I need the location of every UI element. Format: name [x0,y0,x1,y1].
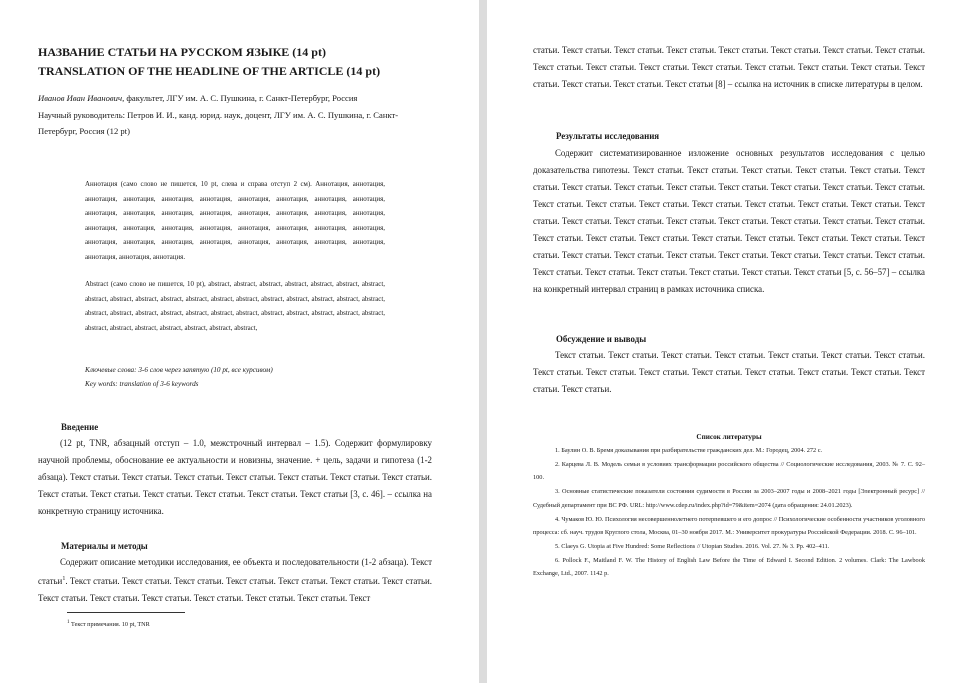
heading-discussion: Обсуждение и выводы [556,334,647,344]
reference-item: 3. Основные статистические показатели состояния судимости в России за 2003–2007 годы и 2008–2021 годы [Электронный ресурс] // Судебный департамент при ВС РФ. URL: http://www.cdep.ru/index.php?id=79&item=2074 (дата обращения: 24.01.2023). [533,488,925,509]
references-heading: Список литературы [696,433,762,441]
footnote-number: 1 [67,620,70,625]
footnote [67,618,367,630]
heading-introduction: Введение [61,422,99,432]
keywords-block [85,363,385,391]
keywords-english: Key words: translation of 3-6 keywords [85,380,199,388]
heading-results: Результаты исследования [556,131,660,141]
author-line [38,90,433,107]
continuation-text: статьи. Текст статьи. Текст статьи. Текст статьи. Текст статьи. Текст статьи. Текст статьи. Текст статьи. Текст статьи. Текст статьи. Текст статьи. Текст статьи. Текст статьи. Текст статьи. Текст статьи. Текст статьи. Текст статьи. Текст статьи. Текст статьи [8] – ссылка на источник в списке литературы в целом. [533,45,925,89]
footnote-text: Текст примечания. 10 pt, TNR [71,621,150,629]
reference-item: 1. Баулин О. В. Бремя доказывания при разбирательстве гражданских дел. М.: Городец, 2004. 272 с. [555,447,823,454]
author-block [38,90,433,140]
discussion-text: Текст статьи. Текст статьи. Текст статьи. Текст статьи. Текст статьи. Текст статьи. Текст статьи. Текст статьи. Текст статьи. Текст статьи. Текст статьи. Текст статьи. Текст статьи. Текст статьи. Текст статьи. Текст статьи. [533,350,925,394]
article-title [38,43,458,81]
methods-text-part1: Содержит описание методики исследования, ее объекта и последовательности (1-2 абзаца). Текст статьи [38,557,432,586]
supervisor-line: Научный руководитель: Петров И. И., канд. юрид. наук, доцент, ЛГУ им. А. С. Пушкина, г. Санкт-Петербург, Россия (12 pt) [38,109,399,136]
methods-text-part2: . Текст статьи. Текст статьи. Текст статьи. Текст статьи. Текст статьи. Текст статьи. Текст статьи. Текст статьи. Текст статьи. Текст статьи. Текст статьи. Текст статьи. Текст статьи. Текст [38,575,432,603]
document-page-1 [0,0,479,683]
author-affiliation: , факультет, ЛГУ им. А. С. Пушкина, г. Санкт-Петербург, Россия [122,93,358,103]
reference-item: 4. Чумаков Ю. Ю. Психология несовершеннолетнего потерпевшего и его допрос // Психологические особенности участников уголовного процесса: сб. науч. трудов Круглого стола, Москва, 01–30 ноября 2017. М.: Университет прокуратуры Российской Федерации. 2018. С. 96–101. [533,515,925,537]
annotation-english: Abstract (само слово не пишется, 10 pt), abstract, abstract, abstract, abstract, abstract, abstract, abstract, abstract, abstract, abstract, abstract, abstract, abstract, abstract, abstract, abstract, abstract, abstract, abstract, abstract, abstract, abstract, abstract, abstract, abstract, abstract, abstract, abstract, abstract, abstract, abstract, abstract, abstract, abstract, abstract, abstract, abstract, abstract, [85,281,385,332]
heading-methods: Материалы и методы [61,541,148,551]
title-russian: НАЗВАНИЕ СТАТЬИ НА РУССКОМ ЯЗЫКЕ (14 pt) [38,45,326,59]
reference-item: 2. Карцева Л. В. Модель семьи в условиях трансформации российского общества // Социологические исследования, 2003. № 7. С. 92–100. [533,460,925,482]
footnote-separator [67,612,185,613]
introduction-text: (12 pt, TNR, абзацный отступ – 1.0, межстрочный интервал – 1.5). Содержит формулировку научной проблемы, обоснование ее актуальности и новизны, значение. + цель, задачи и гипотеза (1-2 абзаца). Текст статьи. Текст статьи. Текст статьи. Текст статьи. Текст статьи. Текст статьи. Текст статьи. Текст статьи. Текст статьи. Текст статьи. Текст статьи. Текст статьи. Текст статьи [3, с. 46]. – ссылка на конкретную страницу источника. [38,438,432,516]
footnote-marker: 1 [62,576,66,582]
title-english: TRANSLATION OF THE HEADLINE OF THE ARTICLE (14 pt) [38,64,381,78]
methods-text [38,554,432,607]
author-name: Иванов Иван Иванович [38,93,123,103]
references-list [533,444,925,581]
results-text: Содержит систематизированное изложение основных результатов исследования с целью доказательства гипотезы. Текст статьи. Текст статьи. Текст статьи. Текст статьи. Текст статьи. Текст статьи. Текст статьи. Текст статьи. Текст статьи. Текст статьи. Текст статьи. Текст статьи. Текст статьи. Текст статьи. Текст статьи. Текст статьи. Текст статьи. Текст статьи. Текст статьи. Текст статьи. Текст статьи. Текст статьи. Текст статьи. Текст статьи. Текст статьи. Текст статьи. Текст статьи. Текст статьи. Текст статьи. Текст статьи. Текст статьи. Текст статьи. Текст статьи. Текст статьи. Текст статьи. Текст статьи. Текст статьи. Текст статьи. Текст статьи. Текст статьи. Текст статьи. Текст статьи. Текст статьи. Текст статьи. Текст статьи. Текст статьи. Текст статьи. Текст статьи. Текст статьи [5, с. 56–57] – ссылка на конкретный интервал страниц в рамках источника списка. [533,148,925,294]
keywords-russian: Ключевые слова: 3-6 слов через запятую (10 pt, все курсивом) [85,366,273,374]
document-page-2 [487,0,974,683]
reference-item: 6. Pollock F., Maitland F. W. The History of English Law Before the Time of Edward I. Second Edition. 2 volumes. Clark: The Lawbook Exchange, Ltd., 2007. 1142 p. [533,556,925,578]
annotation-russian: Аннотация (само слово не пишется, 10 pt, слева и справа отступ 2 см). Аннотация, аннотация, аннотация, аннотация, аннотация, аннотация, аннотация, аннотация, аннотация, аннотация, аннотация, аннотация, аннотация, аннотация, аннотация, аннотация, аннотация, аннотация, аннотация, аннотация, аннотация, аннотация, аннотация, аннотация, аннотация, аннотация, аннотация, аннотация, аннотация, аннотация, аннотация, аннотация, аннотация, аннотация, аннотация, аннотация, аннотация. [85,181,385,261]
reference-item: 5. Claeys G. Utopia at Five Hundred: Some Reflections // Utopian Studies. 2016. Vol. 27. № 3. Pp. 402–411. [555,542,830,550]
